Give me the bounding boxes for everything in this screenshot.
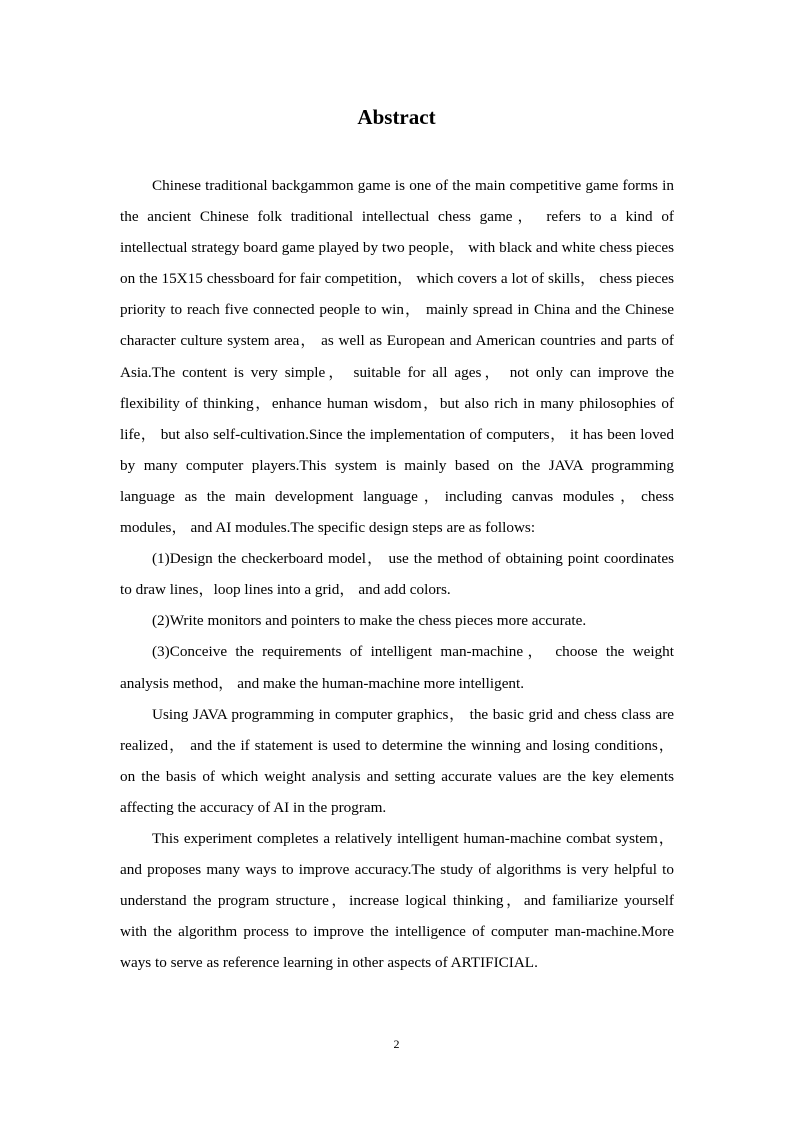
page-number: 2 [393, 1037, 400, 1051]
page-title: Abstract [357, 105, 436, 129]
abstract-paragraph-conclusion: This experiment completes a relatively intelligent human-machine combat system，and proposes many ways to improve accuracy.The study of algorithms is very helpful to understand the program structure，increase logical thinking，and familiarize yourself with the algorithm process to improve the intelligence of computer man-machine.More ways to serve as reference learning in other aspects of ARTIFICIAL. [120, 829, 674, 972]
abstract-paragraph-intro: Chinese traditional backgammon game is one of the main competitive game forms in the ancient Chinese folk traditional intellectual chess game， refers to a kind of intellectual strategy board game played by two people， with black and white chess pieces on the 15X15 chessboard for fair competition， which covers a lot of skills， chess pieces priority to reach five connected people to win， mainly spread in China and the Chinese character culture system area， as well as European and American countries and parts of Asia.The content is very simple， suitable for all ages， not only can improve the flexibility of thinking，enhance human wisdom，but also rich in many philosophies of life， but also self-cultivation.Since the implementation of computers， it has been loved by many computer players.This system is mainly based on the JAVA programming language as the main development language，including canvas modules，chess modules， and AI modules.The specific design steps are as follows: [120, 177, 674, 537]
abstract-paragraph-step-2: (2)Write monitors and pointers to make the chess pieces more accurate. [152, 612, 587, 630]
abstract-paragraph-step-3: (3)Conceive the requirements of intelligent man-machine， choose the weight analysis method， and make the human-machine more intelligent. [120, 643, 674, 692]
abstract-paragraph-step-1: (1)Design the checkerboard model， use the method of obtaining point coordinates to draw lines，loop lines into a grid， and add colors. [120, 550, 674, 599]
abstract-body [120, 170, 674, 978]
abstract-paragraph-implementation: Using JAVA programming in computer graphics， the basic grid and chess class are realized， and the if statement is used to determine the winning and losing conditions， on the basis of which weight analysis and setting accurate values are the key elements affecting the accuracy of AI in the program. [120, 705, 674, 816]
